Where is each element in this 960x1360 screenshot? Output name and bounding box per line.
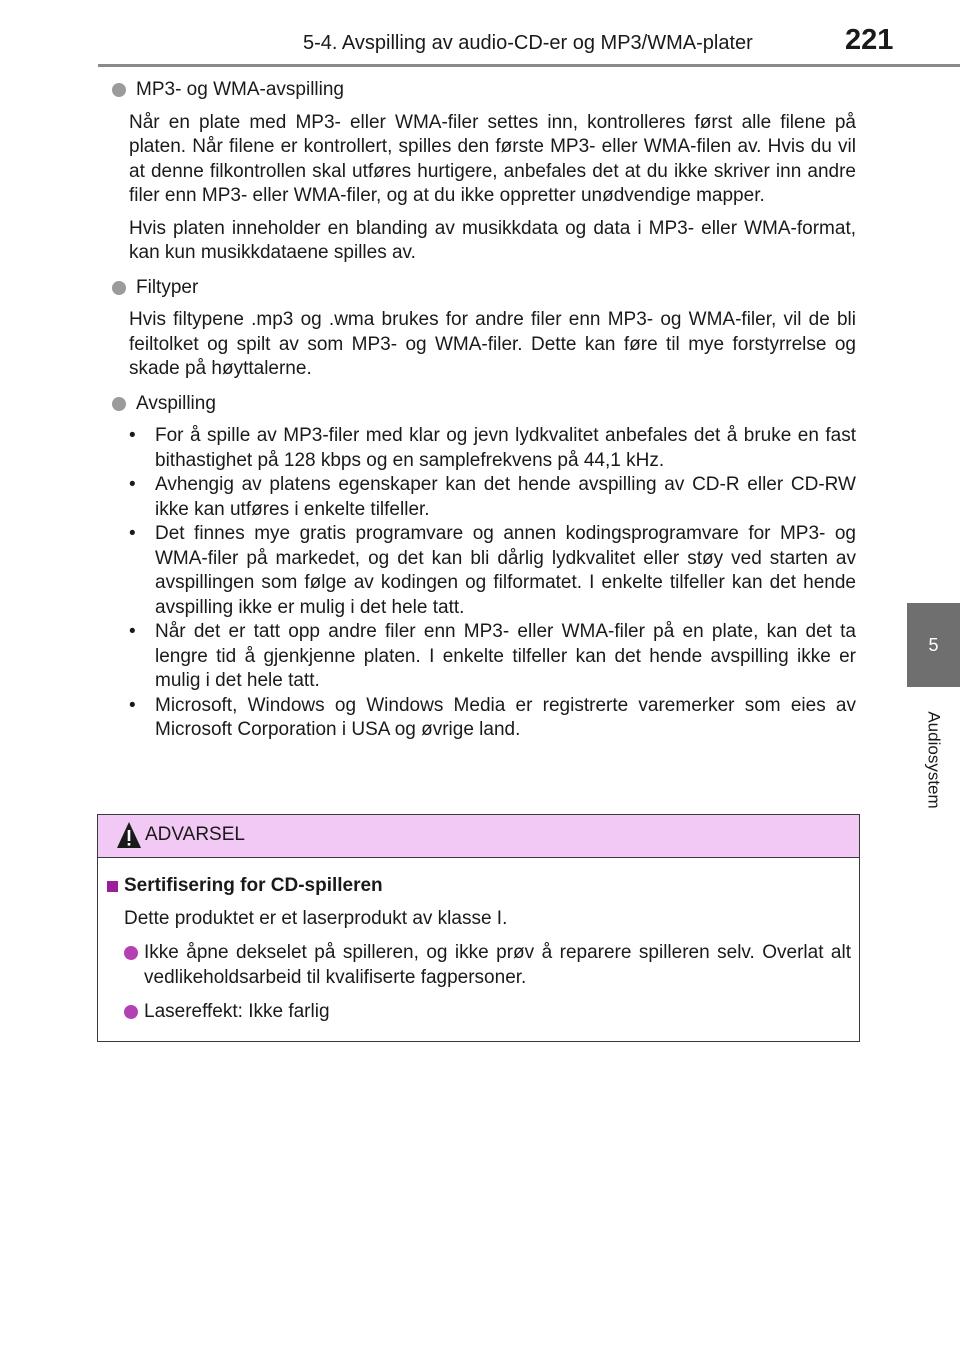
playback-list xyxy=(129,424,856,743)
list-bullet-icon: • xyxy=(129,474,136,495)
warning-subheading-text: Sertifisering for CD-spilleren xyxy=(124,875,383,896)
chapter-number: 5 xyxy=(928,634,939,655)
section-heading xyxy=(112,392,856,417)
warning-title: ADVARSEL xyxy=(145,824,245,845)
section-title: 5-4. Avspilling av audio-CD-er og MP3/WMA-plater xyxy=(303,32,753,54)
list-item-text: For å spille av MP3-filer med klar og jevn lydkvalitet anbefales det å bruke en fast bithastighet på 128 kbps og en samplefrekvens på 44,1 kHz. xyxy=(155,425,856,471)
list-item-text: Det finnes mye gratis programvare og annen kodingsprogramvare for MP3- og WMA-filer på markedet, og det kan bli dårlig lydkvalitet eller støy ved starten av avspillingen som følge av kodingen og filformatet. I enkelte tilfeller kan det hende avspilling ikke er mulig i det hele tatt. xyxy=(155,523,856,618)
bullet-dot-icon xyxy=(112,397,126,411)
square-bullet-icon xyxy=(107,881,118,892)
section-heading-text: MP3- og WMA-avspilling xyxy=(136,79,344,100)
chapter-label-area xyxy=(907,690,960,830)
warning-bullet-text: Lasereffekt: Ikke farlig xyxy=(144,1001,330,1022)
list-item xyxy=(129,424,856,473)
list-item-text: Når det er tatt opp andre filer enn MP3- eller WMA-filer på en plate, kan det ta lengre tid å gjenkjenne platen. I enkelte tilfeller kan det hende avspilling ikke er mulig i det hele tatt. xyxy=(155,621,856,691)
list-item-text: Avhengig av platens egenskaper kan det hende avspilling av CD-R eller CD-RW ikke kan utføres i enkelte tilfeller. xyxy=(155,474,856,520)
page-number: 221 xyxy=(845,24,894,56)
section-heading xyxy=(112,276,856,301)
section-playback xyxy=(112,392,856,743)
header-rule xyxy=(98,64,960,67)
paragraph: Hvis filtypene .mp3 og .wma brukes for andre filer enn MP3- og WMA-filer, vil de bli feiltolket og spilt av som MP3- og WMA-filer. Dette kan føre til mye forstyrrelse og skade på høyttalerne. xyxy=(129,309,856,379)
chapter-label: Audiosystem xyxy=(924,711,944,809)
chapter-tab xyxy=(907,603,960,687)
bullet-dot-icon xyxy=(124,946,138,960)
list-item xyxy=(129,694,856,743)
warning-header xyxy=(98,815,859,858)
warning-bullet xyxy=(106,1000,851,1025)
warning-bullet xyxy=(106,941,851,990)
list-item xyxy=(129,522,856,620)
list-item xyxy=(129,620,856,694)
warning-text: Dette produktet er et laserprodukt av klasse I. xyxy=(124,907,508,929)
paragraph: Hvis platen inneholder en blanding av musikkdata og data i MP3- eller WMA-format, kan kun musikkdataene spilles av. xyxy=(129,217,856,263)
warning-subheading xyxy=(106,874,851,899)
section-mp3-wma xyxy=(112,78,856,266)
main-content xyxy=(112,78,856,753)
section-heading xyxy=(112,78,856,103)
bullet-dot-icon xyxy=(112,83,126,97)
warning-triangle-icon xyxy=(116,820,142,850)
warning-box xyxy=(97,814,860,1042)
bullet-dot-icon xyxy=(124,1005,138,1019)
bullet-dot-icon xyxy=(112,281,126,295)
list-item xyxy=(129,473,856,522)
section-filetypes xyxy=(112,276,856,382)
list-bullet-icon: • xyxy=(129,621,136,642)
list-bullet-icon: • xyxy=(129,694,136,716)
section-heading-text: Filtyper xyxy=(136,276,199,298)
list-bullet-icon: • xyxy=(129,523,136,544)
paragraph: Når en plate med MP3- eller WMA-filer settes inn, kontrolleres først alle filene på platen. Når filene er kontrollert, spilles den første MP3- eller WMA-filen av. Hvis du vil at denne filkontrollen skal utføres hurtigere, anbefales det at du ikke skriver inn andre filer enn MP3- eller WMA-filer, og at du ikke oppretter unødvendige mapper. xyxy=(129,111,856,206)
section-heading-text: Avspilling xyxy=(136,392,216,414)
list-item-text: Microsoft, Windows og Windows Media er registrerte varemerker som eies av Microsoft Corporation i USA og øvrige land. xyxy=(155,694,856,740)
warning-bullet-text: Ikke åpne dekselet på spilleren, og ikke prøv å reparere spilleren selv. Overlat alt vedlikeholdsarbeid til kvalifiserte fagpersoner. xyxy=(144,942,851,988)
page-header xyxy=(0,0,960,60)
warning-body xyxy=(98,858,859,1025)
list-bullet-icon: • xyxy=(129,425,136,446)
